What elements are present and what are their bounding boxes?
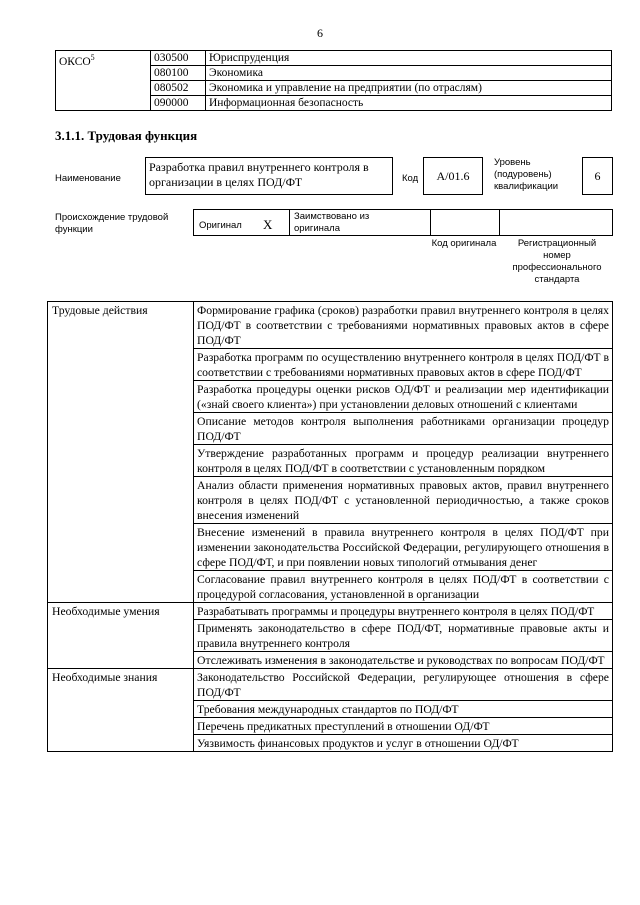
divider	[289, 210, 290, 235]
borrowed-label: Заимствовано из оригинала	[294, 211, 370, 234]
divider	[430, 210, 431, 235]
section-title: 3.1.1. Трудовая функция	[55, 128, 198, 143]
okso-label-cell	[56, 51, 151, 111]
category-title: Трудовые действия	[52, 304, 148, 317]
okso-name: Юриспруденция	[206, 51, 612, 66]
origin-label: Происхождение трудовой функции	[55, 212, 169, 235]
category-cell	[48, 669, 194, 752]
page-number: 6	[317, 26, 323, 40]
category-cell	[48, 302, 194, 603]
table-row	[48, 603, 613, 620]
function-code-box	[423, 157, 483, 195]
table-cell: Формирование графика (сроков) разработки правил внутреннего контроля в целях ПОД/ФТ в соответствии с требованиями нормативных правовых актов в сфере ПОД/ФТ	[194, 302, 613, 349]
table-cell: Уязвимость финансовых продуктов и услуг в отношении ОД/ФТ	[194, 735, 613, 752]
table-cell: Описание методов контроля выполнения работниками организации процедур ПОД/ФТ	[194, 413, 613, 445]
table-cell: Применять законодательство в сфере ПОД/ФТ, нормативные правовые акты и правила внутреннего контроля	[194, 620, 613, 652]
function-details-table	[47, 301, 613, 752]
table-cell: Разработка процедуры оценки рисков ОД/ФТ и реализации мер идентификации («знай своего клиента») при установлении деловых отношений с клиентами	[194, 381, 613, 413]
code-original-caption: Код оригинала	[431, 238, 497, 249]
table-row	[48, 669, 613, 701]
okso-name: Информационная безопасность	[206, 96, 612, 111]
table-cell: Разработка программ по осуществлению внутреннего контроля в целях ПОД/ФТ в соответствии с требованиями нормативных правовых актов в сфере ПОД/ФТ	[194, 349, 613, 381]
okso-name: Экономика	[206, 66, 612, 81]
table-cell: Утверждение разработанных программ и процедур реализации внутреннего контроля в целях ПОД/ФТ в соответствии с установленным порядком	[194, 445, 613, 477]
table-cell: Анализ области применения нормативных правовых актов, правил внутреннего контроля в целях ПОД/ФТ с установленной периодичностью, а также сроков внесения изменений	[194, 477, 613, 524]
category-title: Необходимые умения	[52, 605, 160, 618]
function-name-box	[145, 157, 393, 195]
table-cell: Перечень предикатных преступлений в отношении ОД/ФТ	[194, 718, 613, 735]
level-label: Уровень (подуровень) квалификации	[494, 157, 559, 192]
okso-name: Экономика и управление на предприятии (по отраслям)	[206, 81, 612, 96]
okso-code: 090000	[151, 96, 206, 111]
original-label: Оригинал	[199, 220, 242, 231]
okso-table	[55, 50, 612, 111]
table-cell: Разрабатывать программы и процедуры внутреннего контроля в целях ПОД/ФТ	[194, 603, 613, 620]
level-box	[582, 157, 613, 195]
okso-code: 030500	[151, 51, 206, 66]
level-value: 6	[594, 169, 601, 183]
function-name: Разработка правил внутреннего контроля в организации в целях ПОД/ФТ	[149, 160, 369, 189]
table-cell: Внесение изменений в правила внутреннего контроля в целях ПОД/ФТ при изменении законодательства Российской Федерации, регулирующего отношения в сфере ПОД/ФТ, и при появлении новых типологий отмывания денег	[194, 524, 613, 571]
okso-code: 080502	[151, 81, 206, 96]
reg-number-caption: Регистрационный номер профессионального стандарта	[512, 238, 602, 285]
okso-label: ОКСО	[59, 55, 91, 68]
category-title: Необходимые знания	[52, 671, 158, 684]
okso-code: 080100	[151, 66, 206, 81]
okso-row	[56, 51, 612, 66]
table-cell: Отслеживать изменения в законодательстве и руководствах по вопросам ПОД/ФТ	[194, 652, 613, 669]
table-cell: Законодательство Российской Федерации, регулирующее отношения в сфере ПОД/ФТ	[194, 669, 613, 701]
origin-table	[193, 209, 613, 236]
code-label: Код	[402, 173, 419, 184]
table-row	[48, 302, 613, 349]
name-label: Наименование	[55, 173, 121, 184]
okso-footnote: 5	[90, 53, 95, 62]
table-cell: Согласование правил внутреннего контроля в целях ПОД/ФТ в соответствии с процедурой согласования, установленной в организации	[194, 571, 613, 603]
table-cell: Требования международных стандартов по ПОД/ФТ	[194, 701, 613, 718]
original-mark: X	[263, 217, 273, 232]
category-cell	[48, 603, 194, 669]
divider	[499, 210, 500, 235]
function-code: A/01.6	[436, 169, 470, 183]
